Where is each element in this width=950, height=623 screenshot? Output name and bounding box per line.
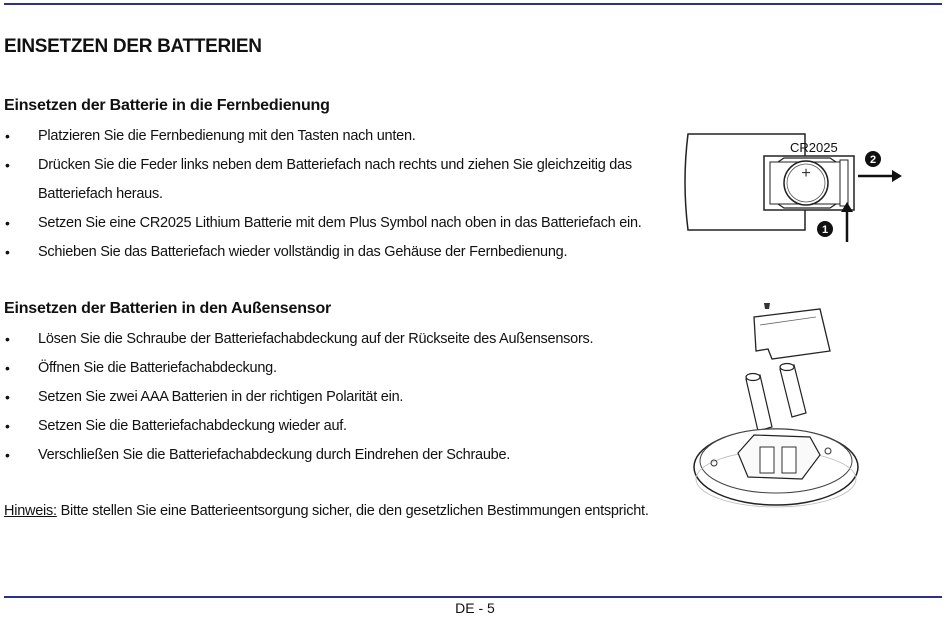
remote-section-title: Einsetzen der Batterie in die Fernbedienung	[4, 97, 330, 114]
screw-icon	[764, 303, 770, 309]
bullet-icon: •	[5, 215, 10, 231]
disposal-note	[4, 503, 649, 519]
bullet-icon: •	[5, 447, 10, 463]
list-item: • Setzen Sie eine CR2025 Lithium Batterie mit dem Plus Symbol nach oben in das Batteriefach ein.	[4, 209, 694, 238]
remote-steps-list	[4, 122, 694, 267]
top-rule	[4, 3, 942, 5]
plus-symbol: +	[801, 165, 811, 182]
bottom-rule	[4, 596, 942, 598]
sensor-steps-list	[4, 325, 694, 470]
bullet-icon: •	[5, 360, 10, 376]
list-item: • Setzen Sie die Batteriefachabdeckung wieder auf.	[4, 412, 694, 441]
bullet-icon: •	[5, 389, 10, 405]
remote-battery-illustration	[680, 130, 910, 250]
list-item: • Setzen Sie zwei AAA Batterien in der richtigen Polarität ein.	[4, 383, 694, 412]
svg-text:2: 2	[869, 154, 877, 166]
svg-text:1: 1	[821, 224, 829, 236]
list-item: • Öffnen Sie die Batteriefachabdeckung.	[4, 354, 694, 383]
aaa-batteries	[746, 364, 806, 432]
sensor-battery-illustration	[690, 295, 860, 515]
bullet-icon: •	[5, 331, 10, 347]
bullet-icon: •	[5, 157, 10, 173]
list-item: • Platzieren Sie die Fernbedienung mit den Tasten nach unten.	[4, 122, 694, 151]
list-item: • Schieben Sie das Batteriefach wieder vollständig in das Gehäuse der Fernbedienung.	[4, 238, 694, 267]
page-number: DE - 5	[455, 600, 495, 616]
arrow-right-icon	[892, 170, 902, 182]
note-label: Hinweis:	[4, 503, 57, 519]
list-item: • Verschließen Sie die Batteriefachabdeckung durch Eindrehen der Schraube.	[4, 441, 694, 470]
list-item: • Lösen Sie die Schraube der Batteriefachabdeckung auf der Rückseite des Außensensors.	[4, 325, 694, 354]
battery-cover	[754, 309, 830, 359]
note-text: Bitte stellen Sie eine Batterieentsorgung sicher, die den gesetzlichen Bestimmungen entspricht.	[56, 503, 649, 519]
page-title: EINSETZEN DER BATTERIEN	[4, 36, 262, 57]
bullet-icon: •	[5, 128, 10, 144]
sensor-section-title: Einsetzen der Batterien in den Außensensor	[4, 300, 332, 317]
battery-type-label: CR2025	[790, 140, 838, 155]
bullet-icon: •	[5, 418, 10, 434]
list-item: • Drücken Sie die Feder links neben dem Batteriefach nach rechts und ziehen Sie gleichzeitig das Batteriefach heraus.	[4, 151, 658, 209]
bullet-icon: •	[5, 244, 10, 260]
